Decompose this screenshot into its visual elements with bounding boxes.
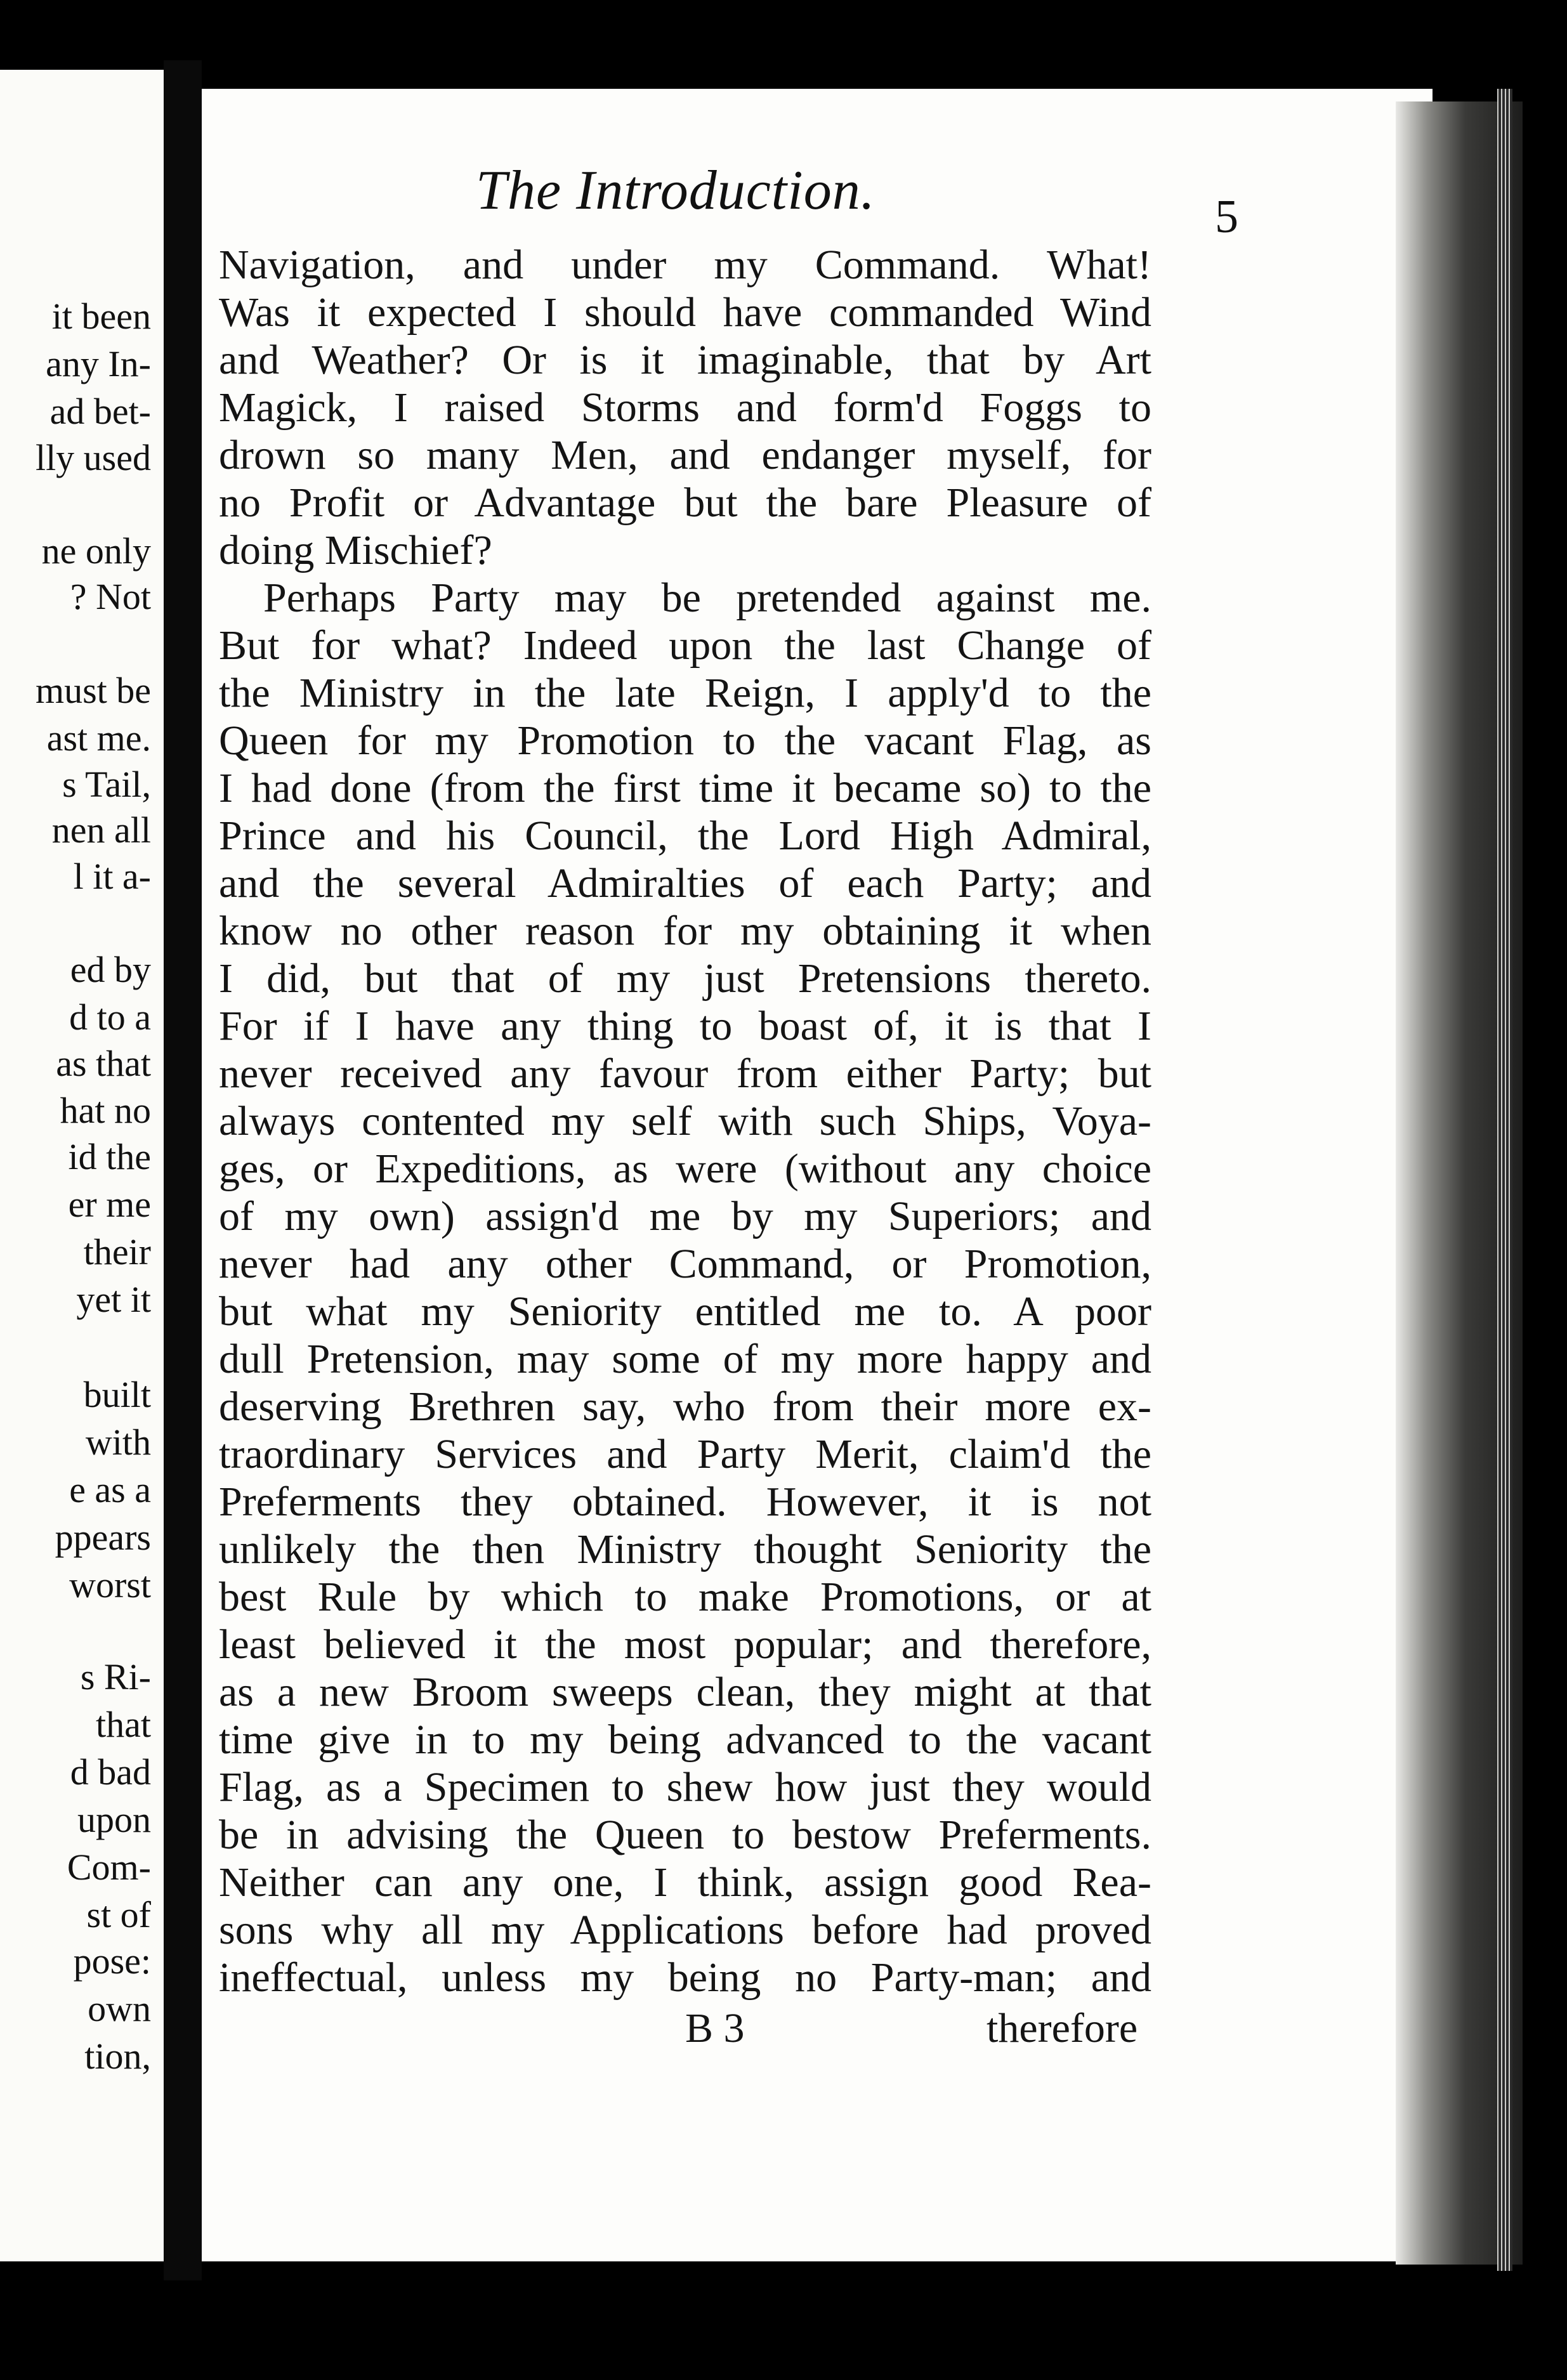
facing-page-line: worst — [69, 1564, 151, 1605]
text-line: and the several Admiralties of each Party; and — [219, 860, 1151, 906]
text-line: the Ministry in the late Reign, I apply'd to the — [219, 670, 1151, 716]
facing-page-line: as that — [56, 1043, 151, 1084]
text-line: I had done (from the first time it became so) to the — [219, 765, 1151, 811]
facing-page-fragment — [0, 70, 164, 2261]
text-line: no Profit or Advantage but the bare Pleasure of — [219, 480, 1151, 526]
text-line: sons why all my Applications before had proved — [219, 1907, 1151, 1953]
text-line: But for what? Indeed upon the last Change of — [219, 622, 1151, 669]
text-line: never received any favour from either Party; but — [219, 1050, 1151, 1097]
text-line: and Weather? Or is it imaginable, that by Art — [219, 337, 1151, 383]
text-line: Magick, I raised Storms and form'd Foggs to — [219, 384, 1151, 431]
text-line: deserving Brethren say, who from their more ex- — [219, 1383, 1151, 1430]
text-line: be in advising the Queen to bestow Preferments. — [219, 1812, 1151, 1858]
facing-page-line: any In- — [46, 343, 151, 384]
text-line: know no other reason for my obtaining it when — [219, 908, 1151, 954]
facing-page-line: st of — [86, 1894, 151, 1935]
text-line: Prince and his Council, the Lord High Admiral, — [219, 813, 1151, 859]
facing-page-line: ppears — [55, 1517, 151, 1558]
facing-page-line: s Tail, — [62, 764, 151, 805]
text-line: Navigation, and under my Command. What! — [219, 242, 1151, 288]
facing-page-line: ad bet- — [49, 391, 151, 432]
text-line: traordinary Services and Party Merit, claim'd the — [219, 1431, 1151, 1477]
facing-page-line: that — [96, 1704, 151, 1745]
facing-page-line: ast me. — [46, 717, 151, 759]
running-head: The Introduction. — [476, 160, 875, 221]
page-stack-edges — [1497, 89, 1512, 2271]
signature-mark: B 3 — [685, 2005, 745, 2051]
facing-page-line: er me — [68, 1184, 151, 1225]
text-line: time give in to my being advanced to the vacant — [219, 1716, 1151, 1763]
body-text — [219, 241, 1151, 2001]
facing-page-line: upon — [77, 1799, 151, 1840]
text-line: For if I have any thing to boast of, it is that I — [219, 1003, 1151, 1049]
facing-page-line: built — [83, 1374, 151, 1415]
page-number: 5 — [1215, 191, 1238, 243]
text-line: always contented my self with such Ships, Voya- — [219, 1098, 1151, 1144]
facing-page-line: ? Not — [70, 576, 151, 617]
facing-page-line: must be — [35, 670, 151, 711]
facing-page-line: e as a — [69, 1469, 151, 1510]
text-line: of my own) assign'd me by my Superiors; and — [219, 1193, 1151, 1239]
catchword: therefore — [987, 2005, 1138, 2051]
facing-page-line: d bad — [70, 1751, 151, 1793]
text-line: ineffectual, unless my being no Party-man; and — [219, 1954, 1151, 2001]
text-line: ges, or Expeditions, as were (without any choice — [219, 1146, 1151, 1192]
text-line: best Rule by which to make Promotions, or at — [219, 1574, 1151, 1620]
facing-page-line: hat no — [60, 1090, 151, 1131]
text-line: I did, but that of my just Pretensions thereto. — [219, 955, 1151, 1002]
facing-page-line: pose: — [73, 1940, 151, 1982]
text-line: unlikely the then Ministry thought Seniority the — [219, 1526, 1151, 1573]
facing-page-line: with — [85, 1422, 151, 1463]
facing-page-line: nen all — [51, 809, 151, 851]
facing-page-line: yet it — [76, 1279, 151, 1320]
text-line: Was it expected I should have commanded Wind — [219, 289, 1151, 336]
facing-page-line: ed by — [70, 949, 151, 990]
text-line: but what my Seniority entitled me to. A poor — [219, 1288, 1151, 1335]
facing-page-line: d to a — [69, 997, 151, 1038]
facing-page-line: tion, — [84, 2036, 151, 2077]
facing-page-line: lly used — [35, 437, 151, 478]
facing-page-line: id the — [68, 1136, 151, 1177]
facing-page-line: it been — [51, 296, 151, 337]
facing-page-line: s Ri- — [80, 1656, 151, 1697]
book-gutter — [164, 60, 202, 2280]
text-line: drown so many Men, and endanger myself, for — [219, 432, 1151, 478]
text-line: least believed it the most popular; and therefore, — [219, 1621, 1151, 1668]
text-line: Flag, as a Specimen to shew how just they would — [219, 1764, 1151, 1810]
text-line: Perhaps Party may be pretended against me. — [263, 575, 1151, 621]
facing-page-line: own — [88, 1988, 151, 2029]
text-line: as a new Broom sweeps clean, they might at that — [219, 1669, 1151, 1715]
facing-page-line: ne only — [41, 530, 151, 572]
text-line: dull Pretension, may some of my more happy and — [219, 1336, 1151, 1382]
text-line: never had any other Command, or Promotion, — [219, 1241, 1151, 1287]
text-line: Preferments they obtained. However, it is not — [219, 1479, 1151, 1525]
text-line: doing Mischief? — [219, 527, 492, 573]
text-line: Queen for my Promotion to the vacant Flag, as — [219, 717, 1151, 764]
facing-page-line: l it a- — [73, 856, 151, 897]
text-line: Neither can any one, I think, assign good Rea- — [219, 1859, 1151, 1906]
facing-page-line: Com- — [67, 1847, 151, 1888]
facing-page-line: their — [83, 1231, 151, 1272]
